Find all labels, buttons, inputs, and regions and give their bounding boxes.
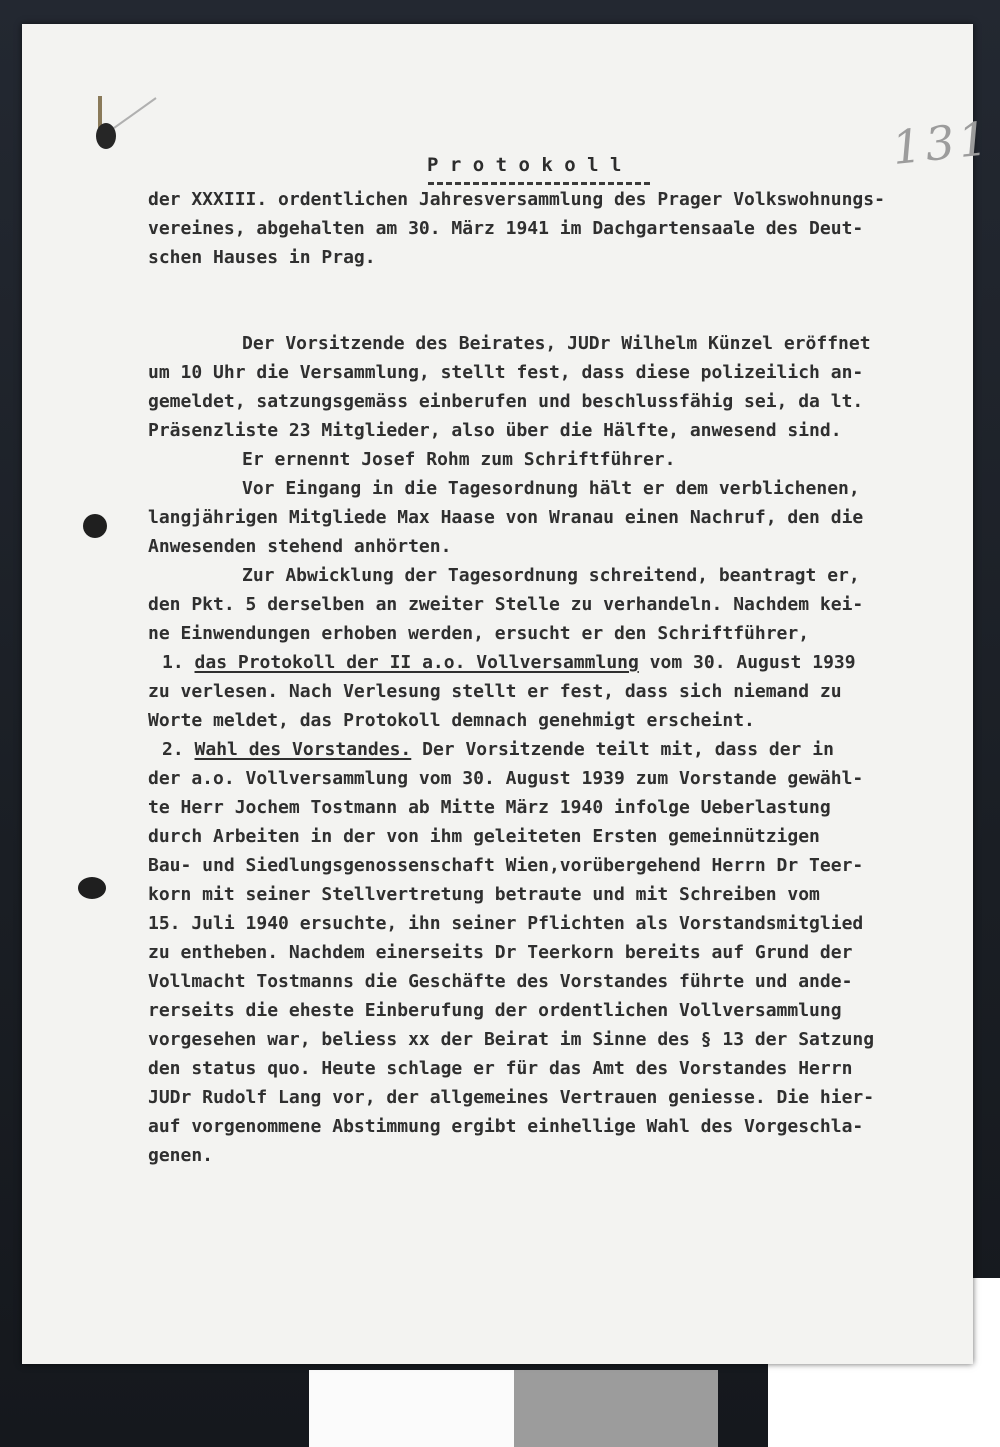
text-line: Vor Eingang in die Tagesordnung hält er dem verblichenen, bbox=[242, 478, 860, 499]
text-line: vereines, abgehalten am 30. März 1941 im Dachgartensaale des Deut- bbox=[148, 218, 864, 239]
text-line: Zur Abwicklung der Tagesordnung schreitend, beantragt er, bbox=[242, 565, 860, 586]
text-line: Worte meldet, das Protokoll demnach genehmigt erscheint. bbox=[148, 710, 755, 731]
reference-patch-white bbox=[309, 1370, 514, 1447]
punch-hole-lower bbox=[78, 877, 106, 899]
text-line: 15. Juli 1940 ersuchte, ihn seiner Pflichten als Vorstandsmitglied bbox=[148, 913, 864, 934]
text-line: te Herr Jochem Tostmann ab Mitte März 1940 infolge Ueberlastung bbox=[148, 797, 831, 818]
text-line: um 10 Uhr die Versammlung, stellt fest, dass diese polizeilich an- bbox=[148, 362, 864, 383]
text-line: den status quo. Heute schlage er für das Amt des Vorstandes Herrn bbox=[148, 1058, 853, 1079]
document-title: P r o t o k o l l bbox=[427, 154, 622, 176]
text-line: langjährigen Mitgliede Max Haase von Wranau einen Nachruf, den die bbox=[148, 507, 864, 528]
text-line: zu verlesen. Nach Verlesung stellt er fest, dass sich niemand zu bbox=[148, 681, 842, 702]
text-line: ne Einwendungen erhoben werden, ersucht er den Schriftführer, bbox=[148, 623, 810, 644]
text-line: Vollmacht Tostmanns die Geschäfte des Vorstandes führte und ande- bbox=[148, 971, 853, 992]
text-line: der a.o. Vollversammlung vom 30. August 1939 zum Vorstande gewähl- bbox=[148, 768, 864, 789]
text-line: rerseits die eheste Einberufung der ordentlichen Vollversammlung bbox=[148, 1000, 842, 1021]
text-line: der XXXIII. ordentlichen Jahresversammlung des Prager Volkswohnungs- bbox=[148, 189, 885, 210]
item-text: Der Vorsitzende teilt mit, dass der in bbox=[411, 739, 834, 760]
agenda-item-2 bbox=[162, 740, 834, 760]
item-heading: Wahl des Vorstandes. bbox=[194, 739, 412, 760]
text-line: auf vorgenommene Abstimmung ergibt einhellige Wahl des Vorgeschla- bbox=[148, 1116, 864, 1137]
text-line: Anwesenden stehend anhörten. bbox=[148, 536, 452, 557]
title-underline bbox=[428, 182, 650, 185]
text-line: Bau- und Siedlungsgenossenschaft Wien,vorübergehend Herrn Dr Teer- bbox=[148, 855, 864, 876]
text-line: den Pkt. 5 derselben an zweiter Stelle zu verhandeln. Nachdem kei- bbox=[148, 594, 864, 615]
text-line: gemeldet, satzungsgemäss einberufen und beschlussfähig sei, da lt. bbox=[148, 391, 864, 412]
item-number: 1. bbox=[162, 652, 195, 673]
document-page bbox=[22, 24, 995, 1364]
text-line: Präsenzliste 23 Mitglieder, also über die Hälfte, anwesend sind. bbox=[148, 420, 842, 441]
text-line: schen Hauses in Prag. bbox=[148, 247, 376, 268]
text-line: JUDr Rudolf Lang vor, der allgemeines Vertrauen geniesse. Die hier- bbox=[148, 1087, 875, 1108]
text-line: Der Vorsitzende des Beirates, JUDr Wilhelm Künzel eröffnet bbox=[242, 333, 871, 354]
text-line: korn mit seiner Stellvertretung betraute und mit Schreiben vom bbox=[148, 884, 820, 905]
staple-mark bbox=[94, 92, 164, 154]
item-heading: das Protokoll der II a.o. Vollversammlung bbox=[194, 652, 639, 673]
text-line: Er ernennt Josef Rohm zum Schriftführer. bbox=[242, 449, 676, 470]
text-line: genen. bbox=[148, 1145, 214, 1166]
handwritten-page-number: 131 bbox=[889, 110, 995, 176]
text-line: vorgesehen war, beliess xx der Beirat im Sinne des § 13 der Satzung bbox=[148, 1029, 875, 1050]
agenda-item-1 bbox=[162, 653, 856, 673]
item-number: 2. bbox=[162, 739, 195, 760]
punch-hole-upper bbox=[83, 514, 107, 538]
item-text: vom 30. August 1939 bbox=[638, 652, 856, 673]
reference-patch-gray bbox=[514, 1370, 718, 1447]
text-line: zu entheben. Nachdem einerseits Dr Teerkorn bereits auf Grund der bbox=[148, 942, 853, 963]
text-line: durch Arbeiten in der von ihm geleiteten Ersten gemeinnützigen bbox=[148, 826, 820, 847]
